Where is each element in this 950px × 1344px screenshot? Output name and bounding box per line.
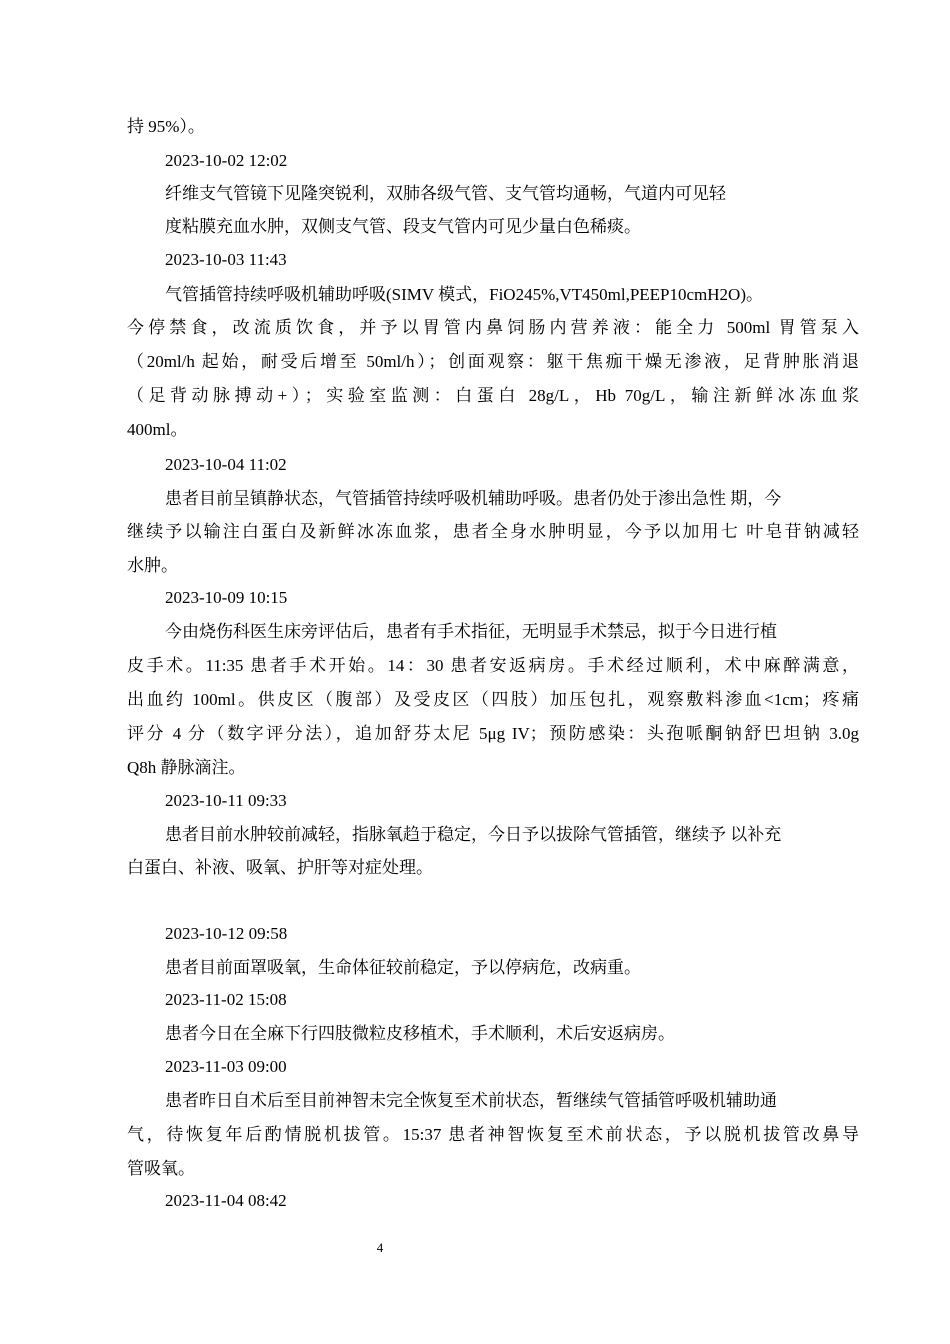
text-line: （足背动脉搏动+）；实验室监测：白蛋白 28g/L，Hb 70g/L，输注新鲜冰冻血浆 xyxy=(127,386,859,405)
timestamp: 2023-10-03 11:43 xyxy=(165,250,287,269)
text-line: 今停禁食，改流质饮食，并予以胃管内鼻饲肠内营养液：能全力 500ml 胃管泵入 xyxy=(127,318,859,337)
text-line: 气，待恢复年后酌情脱机拔管。15:37 患者神智恢复至术前状态，予以脱机拔管改鼻导 xyxy=(127,1125,859,1144)
text-line: 出血约 100ml。供皮区（腹部）及受皮区（四肢）加压包扎，观察敷料渗血<1cm；疼痛 xyxy=(127,690,859,709)
text-line: 患者目前呈镇静状态，气管插管持续呼吸机辅助呼吸。患者仍处于渗出急性 期，今 xyxy=(165,489,782,508)
text-line: Q8h 静脉滴注。 xyxy=(127,758,246,777)
text-line: 400ml。 xyxy=(127,420,188,439)
timestamp: 2023-11-04 08:42 xyxy=(165,1191,287,1210)
timestamp: 2023-10-02 12:02 xyxy=(165,151,288,170)
text-line: 度粘膜充血水肿，双侧支气管、段支气管内可见少量白色稀痰。 xyxy=(165,217,641,236)
text-line: 白蛋白、补液、吸氧、护肝等对症处理。 xyxy=(127,858,433,877)
text-line: 管吸氧。 xyxy=(127,1159,195,1178)
text-line: 皮手术。11:35 患者手术开始。14：30 患者安返病房。手术经过顺利，术中麻醉满意， xyxy=(127,656,859,675)
text-line: 患者今日在全麻下行四肢微粒皮移植术，手术顺利，术后安返病房。 xyxy=(165,1024,675,1043)
timestamp: 2023-10-09 10:15 xyxy=(165,588,288,607)
text-line: 评分 4 分（数字评分法），追加舒芬太尼 5μg IV；预防感染：头孢哌酮钠舒巴坦钠 3.0g xyxy=(127,724,859,743)
text-line: 纤维支气管镜下见隆突锐利，双肺各级气管、支气管均通畅，气道内可见轻 xyxy=(165,184,726,203)
text-line: 持 95%）。 xyxy=(127,117,205,136)
timestamp: 2023-10-04 11:02 xyxy=(165,455,287,474)
timestamp: 2023-10-12 09:58 xyxy=(165,924,288,943)
text-line: （20ml/h 起始，耐受后增至 50ml/h）；创面观察：躯干焦痂干燥无渗液，足背肿胀消退 xyxy=(127,352,859,371)
page-number: 4 xyxy=(376,1240,384,1255)
text-line: 今由烧伤科医生床旁评估后，患者有手术指征，无明显手术禁忌，拟于今日进行植 xyxy=(165,622,777,641)
timestamp: 2023-10-11 09:33 xyxy=(165,791,287,810)
timestamp: 2023-11-02 15:08 xyxy=(165,990,287,1009)
text-line: 继续予以输注白蛋白及新鲜冰冻血浆，患者全身水肿明显，今予以加用七 叶皂苷钠减轻 xyxy=(127,522,859,541)
text-line: 气管插管持续呼吸机辅助呼吸(SIMV 模式，FiO245%,VT450ml,PEEP10cmH2O)。 xyxy=(165,285,763,304)
text-line: 患者昨日自术后至目前神智未完全恢复至术前状态，暂继续气管插管呼吸机辅助通 xyxy=(165,1091,777,1110)
text-line: 水肿。 xyxy=(127,556,178,575)
text-line: 患者目前水肿较前减轻，指脉氧趋于稳定，今日予以拔除气管插管，继续予 以补充 xyxy=(165,825,782,844)
timestamp: 2023-11-03 09:00 xyxy=(165,1057,287,1076)
text-line: 患者目前面罩吸氧，生命体征较前稳定，予以停病危，改病重。 xyxy=(165,958,641,977)
